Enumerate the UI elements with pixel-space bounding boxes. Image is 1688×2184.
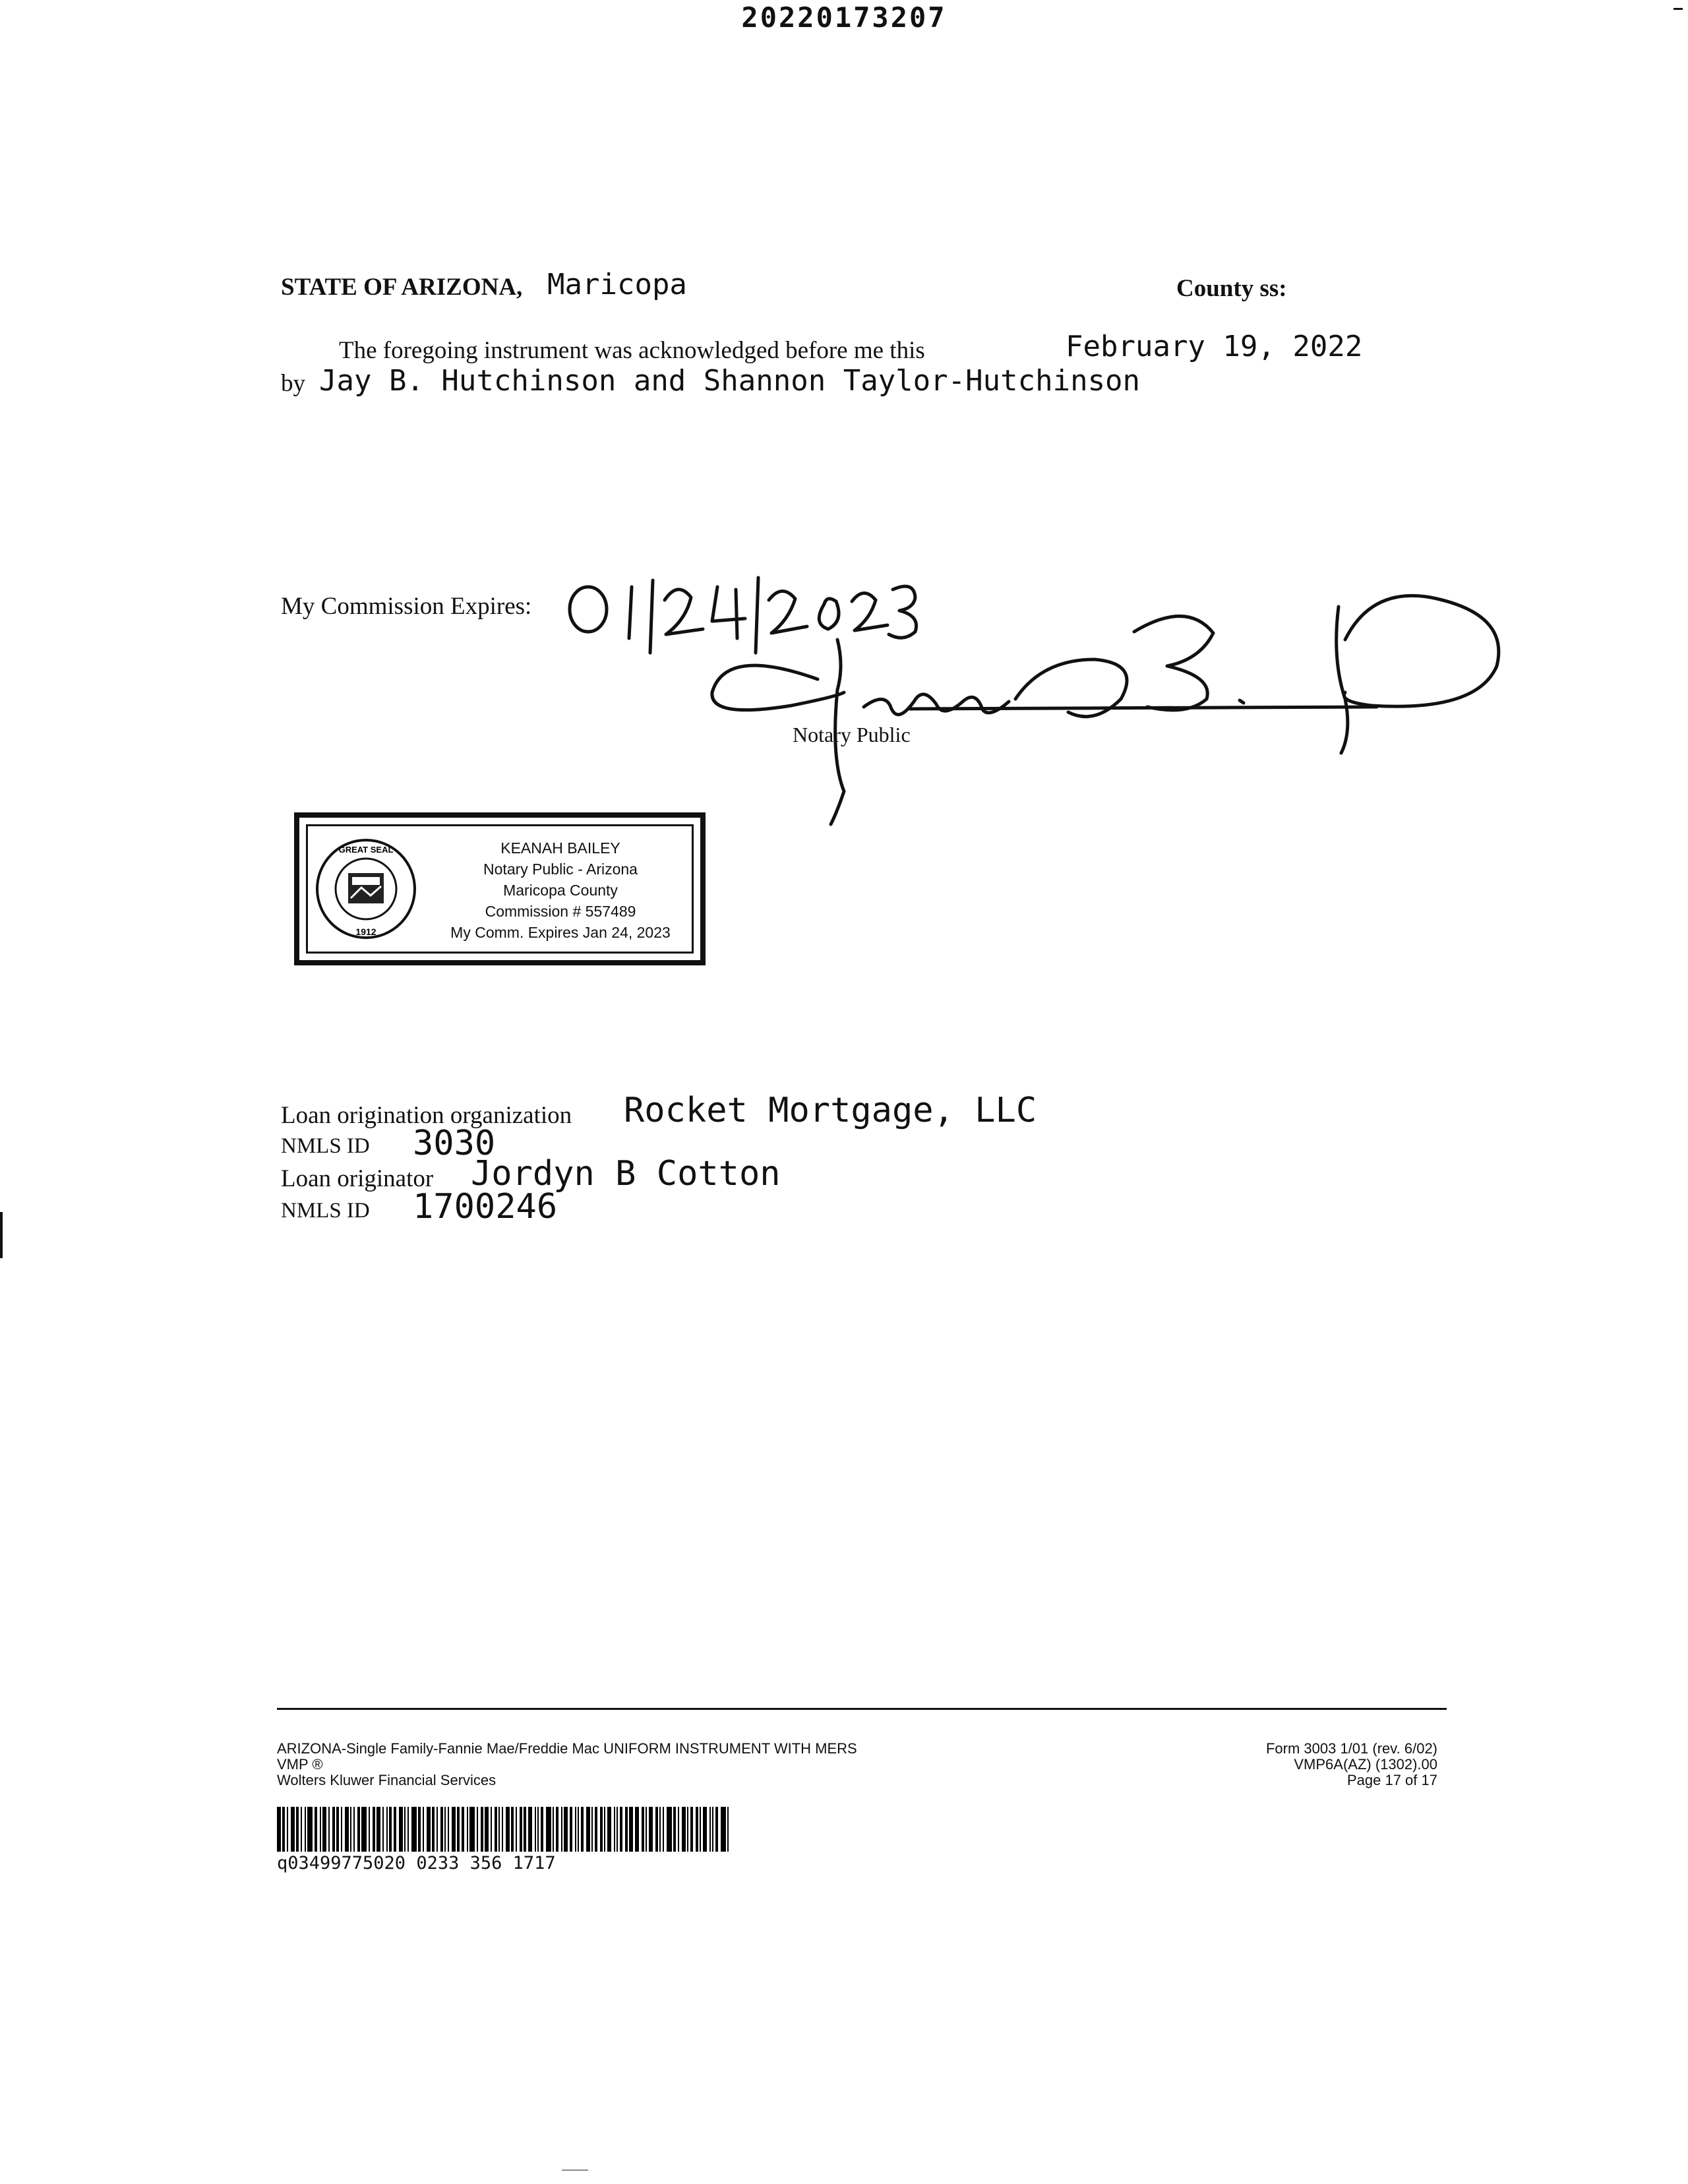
document-number: 20220173207 [741, 1, 947, 34]
barcode-bar [320, 1807, 321, 1852]
barcode-bar [301, 1807, 302, 1852]
footer-rule [277, 1708, 1447, 1710]
arizona-seal-icon [310, 830, 422, 948]
barcode-bar [389, 1807, 392, 1852]
barcode-bar [520, 1807, 522, 1852]
barcode-bar [556, 1807, 558, 1852]
barcode-bar [462, 1807, 464, 1852]
barcode-bar [614, 1807, 615, 1852]
barcode-bar [703, 1807, 707, 1852]
svg-text:GREAT SEAL: GREAT SEAL [338, 845, 394, 855]
barcode-bar [721, 1807, 726, 1852]
barcode-bar [296, 1807, 299, 1852]
notary-stamp-name: KEANAH BAILEY [500, 839, 620, 857]
barcode-bar [617, 1807, 618, 1852]
barcode-bar [377, 1807, 380, 1852]
barcode-bar [437, 1807, 438, 1852]
barcode-bar [604, 1807, 605, 1852]
barcode-bar [332, 1807, 335, 1852]
originator-nmls-value: 1700246 [413, 1187, 558, 1227]
footer-right [1121, 1741, 1437, 1788]
barcode-bar [535, 1807, 536, 1852]
barcode-bar [506, 1807, 510, 1852]
barcode-bar [277, 1807, 281, 1852]
notary-stamp [294, 812, 706, 965]
barcode-bar [663, 1807, 664, 1852]
barcode-bar [341, 1807, 342, 1852]
barcode-bar [411, 1807, 417, 1852]
acknowledgment-date: February 19, 2022 [1066, 330, 1363, 363]
barcode-bar [690, 1807, 693, 1852]
commission-expires-label: My Commission Expires: [281, 593, 532, 620]
svg-text:1912: 1912 [355, 926, 377, 937]
barcode-bar [607, 1807, 611, 1852]
barcode-bar [502, 1807, 503, 1852]
barcode-bar [427, 1807, 431, 1852]
barcode-bar [575, 1807, 576, 1852]
barcode-bar [353, 1807, 355, 1852]
barcode-bar [418, 1807, 421, 1852]
barcode-bar [620, 1807, 622, 1852]
barcode-bar [307, 1807, 313, 1852]
barcode-bar [369, 1807, 370, 1852]
barcode-bar [524, 1807, 526, 1852]
barcode-bar [469, 1807, 475, 1852]
scan-mark [1673, 8, 1683, 10]
barcode-bar [591, 1807, 593, 1852]
footer-form-title: ARIZONA-Single Family-Fannie Mae/Freddie Mac UNIFORM INSTRUMENT WITH MERS [277, 1740, 857, 1757]
barcode-bar [485, 1807, 489, 1852]
scan-mark [0, 1212, 3, 1258]
barcode-bar [399, 1807, 403, 1852]
barcode-bar [564, 1807, 568, 1852]
barcode-bar [282, 1807, 285, 1852]
barcode-bar [444, 1807, 446, 1852]
barcode-bar [700, 1807, 701, 1852]
barcode-bar [457, 1807, 460, 1852]
barcode-bar [561, 1807, 562, 1852]
barcode-bar [357, 1807, 360, 1852]
barcode-bar [382, 1807, 384, 1852]
barcode [277, 1807, 733, 1852]
barcode-bar [682, 1807, 686, 1852]
barcode-bar [477, 1807, 478, 1852]
barcode-bar [537, 1807, 539, 1852]
barcode-bar [581, 1807, 584, 1852]
barcode-bar [659, 1807, 661, 1852]
barcode-bar [404, 1807, 406, 1852]
barcode-bar [467, 1807, 468, 1852]
barcode-bar [727, 1807, 729, 1852]
footer-left [277, 1741, 857, 1788]
barcode-bar [635, 1807, 639, 1852]
barcode-bar [629, 1807, 633, 1852]
loan-originator-label: Loan originator [281, 1165, 434, 1192]
by-label: by [281, 370, 305, 397]
barcode-bar [495, 1807, 497, 1852]
barcode-bar [452, 1807, 456, 1852]
county-name: Maricopa [547, 268, 687, 301]
barcode-bar [649, 1807, 653, 1852]
barcode-bar [305, 1807, 306, 1852]
barcode-bar [655, 1807, 658, 1852]
barcode-bar [345, 1807, 349, 1852]
barcode-bar [291, 1807, 295, 1852]
loan-org-label: Loan origination organization [281, 1102, 572, 1129]
barcode-bar [511, 1807, 514, 1852]
barcode-text: q03499775020 0233 356 1717 [277, 1853, 556, 1873]
barcode-bar [687, 1807, 688, 1852]
barcode-bar [578, 1807, 579, 1852]
barcode-bar [673, 1807, 676, 1852]
barcode-bar [570, 1807, 572, 1852]
barcode-bar [712, 1807, 713, 1852]
barcode-bar [586, 1807, 590, 1852]
barcode-bar [336, 1807, 339, 1852]
barcode-bar [498, 1807, 500, 1852]
notary-stamp-expires: My Comm. Expires Jan 24, 2023 [450, 924, 671, 941]
barcode-bar [394, 1807, 396, 1852]
barcode-bar [481, 1807, 483, 1852]
barcode-bar [642, 1807, 644, 1852]
barcode-bar [600, 1807, 603, 1852]
barcode-bar [448, 1807, 449, 1852]
barcode-bar [328, 1807, 330, 1852]
barcode-bar [541, 1807, 543, 1852]
barcode-bar [625, 1807, 628, 1852]
barcode-bar [678, 1807, 679, 1852]
barcode-bar [546, 1807, 551, 1852]
scan-mark [562, 2169, 588, 2171]
barcode-bar [361, 1807, 367, 1852]
barcode-bar [315, 1807, 317, 1852]
footer-vmp-code: VMP6A(AZ) (1302).00 [1294, 1756, 1437, 1773]
barcode-bar [373, 1807, 375, 1852]
barcode-bar [350, 1807, 351, 1852]
county-label: County ss: [1176, 275, 1287, 302]
footer-form-number: Form 3003 1/01 (rev. 6/02) [1265, 1740, 1437, 1757]
barcode-bar [715, 1807, 718, 1852]
notary-stamp-title: Notary Public - Arizona [483, 861, 638, 878]
notary-stamp-commission: Commission # 557489 [485, 903, 636, 920]
notary-public-label: Notary Public [793, 723, 911, 746]
barcode-bar [386, 1807, 388, 1852]
loan-originator-value: Jordyn B Cotton [471, 1154, 781, 1194]
footer-vmp: VMP ® [277, 1756, 323, 1773]
state-label: STATE OF ARIZONA, [281, 274, 523, 301]
notary-signature-handwriting [554, 561, 1530, 837]
barcode-bar [646, 1807, 647, 1852]
barcode-bar [491, 1807, 492, 1852]
barcode-bar [322, 1807, 326, 1852]
barcode-bar [440, 1807, 443, 1852]
barcode-bar [709, 1807, 711, 1852]
signers-names: Jay B. Hutchinson and Shannon Taylor-Hutchinson [319, 364, 1141, 398]
barcode-bar [528, 1807, 532, 1852]
acknowledgment-intro: The foregoing instrument was acknowledged before me this [339, 337, 925, 364]
footer-page-number: Page 17 of 17 [1346, 1772, 1437, 1788]
barcode-bar [696, 1807, 698, 1852]
loan-org-value: Rocket Mortgage, LLC [624, 1091, 1037, 1130]
barcode-bar [287, 1807, 288, 1852]
barcode-bar [595, 1807, 597, 1852]
barcode-bar [667, 1807, 672, 1852]
footer-publisher: Wolters Kluwer Financial Services [277, 1772, 497, 1788]
barcode-bar [553, 1807, 554, 1852]
barcode-bar [432, 1807, 435, 1852]
barcode-bar [423, 1807, 424, 1852]
barcode-bar [407, 1807, 409, 1852]
org-nmls-value: 3030 [413, 1124, 496, 1163]
notary-stamp-county: Maricopa County [503, 882, 618, 899]
barcode-bar [516, 1807, 517, 1852]
originator-nmls-label: NMLS ID [281, 1199, 370, 1223]
org-nmls-label: NMLS ID [281, 1134, 370, 1158]
